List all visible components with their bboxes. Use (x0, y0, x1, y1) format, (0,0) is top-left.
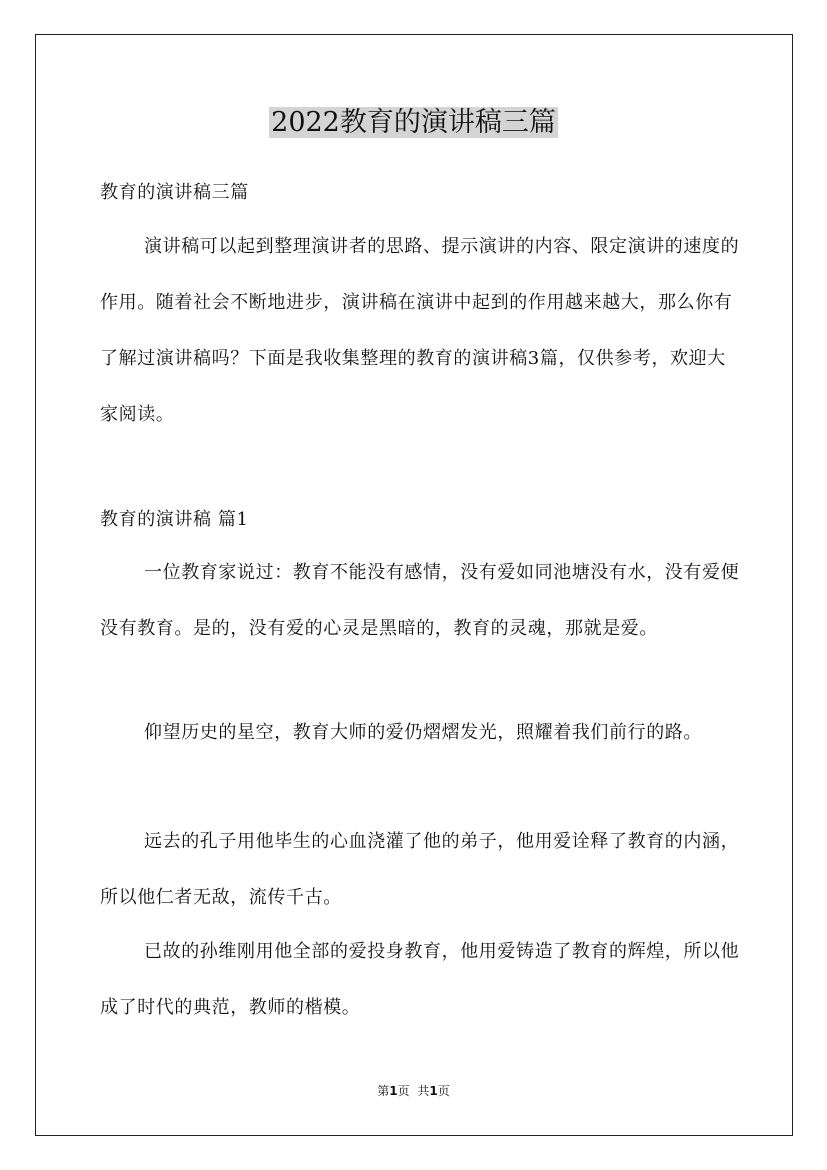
total-pages: 1 (429, 1084, 438, 1098)
document-title-text: 2022教育的演讲稿三篇 (271, 107, 556, 138)
body-paragraph-4: 已故的孙维刚用他全部的爱投身教育，他用爱铸造了教育的辉煌，所以他成了时代的典范，教师的楷模。 (100, 941, 740, 1018)
page-number: 1 (389, 1084, 398, 1098)
body-paragraph-3: 远去的孔子用他毕生的心血浇灌了他的弟子，他用爱诠释了教育的内涵，所以他仁者无敌，流传千古。 (100, 831, 740, 908)
section-heading: 教育的演讲稿 篇1 (100, 509, 249, 530)
document-subtitle: 教育的演讲稿三篇 (100, 182, 249, 203)
total-label-prefix: 共 (417, 1084, 430, 1098)
total-label-suffix: 页 (437, 1084, 450, 1098)
body-paragraph-2: 仰望历史的星空，教育大师的爱仍熠熠发光，照耀着我们前行的路。 (144, 722, 702, 743)
document-title (0, 104, 827, 142)
page-footer (0, 1082, 827, 1100)
body-paragraph-1: 一位教育家说过：教育不能没有感情，没有爱如同池塘没有水，没有爱便没有教育。是的，没有爱的心灵是黑暗的，教育的灵魂，那就是爱。 (100, 562, 740, 639)
intro-paragraph: 演讲稿可以起到整理演讲者的思路、提示演讲的内容、限定演讲的速度的作用。随着社会不断地进步，演讲稿在演讲中起到的作用越来越大，那么你有了解过演讲稿吗？下面是我收集整理的教育的演讲稿3篇，仅供参考，欢迎大家阅读。 (100, 236, 740, 425)
page-label-suffix: 页 (397, 1084, 410, 1098)
page-label-prefix: 第 (377, 1084, 390, 1098)
